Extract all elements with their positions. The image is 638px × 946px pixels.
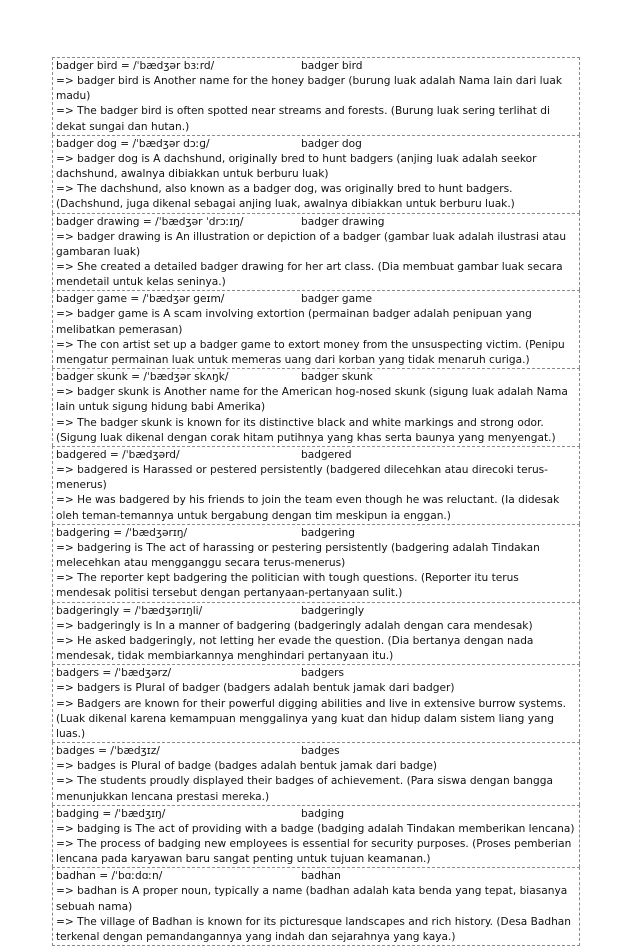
- entry-word: badgers: [301, 667, 345, 680]
- dictionary-entry: [52, 742, 580, 805]
- dictionary-entry: [52, 524, 580, 602]
- entry-term-pronunciation: badhan = /ˈbɑːdɑːn/: [56, 870, 163, 883]
- entry-definition: => badger dog is A dachshund, originally bred to hunt badgers (anjing luak adalah seekor dachshund, awalnya dibiakkan untuk berburu luak): [56, 152, 537, 181]
- entry-header: [56, 59, 577, 74]
- entry-definition: => badgered is Harassed or pestered persistently (badgered dilecehkan atau direcoki terus-menerus): [56, 464, 549, 492]
- entry-term-pronunciation: badgers = /ˈbædʒərz/: [56, 667, 172, 680]
- entry-header: [56, 869, 577, 884]
- entry-word: badger drawing: [301, 215, 385, 228]
- entry-header: [56, 807, 577, 822]
- entry-definition: => badging is The act of providing with a badge (badging adalah Tindakan memberikan lencana): [56, 822, 575, 835]
- entry-header: [56, 215, 577, 230]
- entry-example: => He asked badgeringly, not letting her evade the question. (Dia bertanya dengan nada mendesak, tidak membiarkannya menghindari pertanyaan itu.): [56, 634, 534, 663]
- entry-word: badger skunk: [301, 371, 373, 384]
- entry-definition: => badhan is A proper noun, typically a name (badhan adalah kata benda yang tepat, biasanya sebuah nama): [56, 885, 568, 913]
- dictionary-entry: [52, 664, 580, 742]
- entry-word: badges: [301, 745, 340, 758]
- entry-example: => She created a detailed badger drawing for her art class. (Dia membuat gambar luak secara mendetail untuk kelas seninya.): [56, 261, 563, 289]
- entry-word: badgeringly: [301, 604, 365, 617]
- dictionary-entry: [52, 368, 580, 446]
- entry-definition: => badger game is A scam involving extortion (permainan badger adalah penipuan yang melibatkan pemerasan): [56, 308, 532, 336]
- entry-example: => The con artist set up a badger game to extort money from the unsuspecting victim. (Penipu mengatur permainan luak untuk memeras uang dari korban yang tidak menaruh curiga.): [56, 338, 565, 367]
- dictionary-entry: [52, 135, 580, 213]
- entry-example: => Badgers are known for their powerful digging abilities and live in extensive burrow systems. (Luak dikenal karena kemampuan menggalinya yang kuat dan hidup dalam sistem liang yang luas.): [56, 697, 566, 740]
- dictionary-entry: [52, 57, 580, 135]
- entry-header: [56, 370, 577, 385]
- entry-example: => The badger skunk is known for its distinctive black and white markings and strong odor. (Sigung luak dikenal dengan corak hitam putihnya yang khas serta baunya yang menyengat.): [56, 416, 556, 444]
- entry-example: => The dachshund, also known as a badger dog, was originally bred to hunt badgers. (Dachshund, juga dikenal sebagai anjing luak, awalnya dibiakkan untuk berburu luak.): [56, 183, 515, 211]
- entry-term-pronunciation: badger game = /ˈbædʒər ɡeɪm/: [56, 293, 225, 306]
- entry-term-pronunciation: badger bird = /ˈbædʒər bɜːrd/: [56, 60, 215, 72]
- entry-example: => The badger bird is often spotted near streams and forests. (Burung luak sering terlihat di dekat sungai dan hutan.): [56, 105, 550, 133]
- entry-definition: => badger skunk is Another name for the American hog-nosed skunk (sigung luak adalah Nama lain untuk sigung hidung babi Amerika): [56, 386, 568, 414]
- entry-header: [56, 604, 577, 619]
- entry-term-pronunciation: badging = /ˈbædʒɪŋ/: [56, 807, 166, 820]
- entry-example: => The village of Badhan is known for its picturesque landscapes and rich history. (Desa Badhan terkenal dengan pemandangannya yang indah dan sejarahnya yang kaya.): [56, 915, 572, 943]
- entry-definition: => badger drawing is An illustration or depiction of a badger (gambar luak adalah ilustrasi atau gambaran luak): [56, 230, 567, 258]
- dictionary-entry: [52, 805, 580, 868]
- entry-term-pronunciation: badgered = /ˈbædʒərd/: [56, 449, 180, 462]
- entry-header: [56, 137, 577, 152]
- entry-word: badhan: [301, 870, 341, 883]
- entry-term-pronunciation: badges = /ˈbædʒɪz/: [56, 745, 160, 758]
- entry-word: badging: [301, 807, 345, 820]
- entry-header: [56, 448, 577, 463]
- entry-definition: => badgering is The act of harassing or pestering persistently (badgering adalah Tindakan melecehkan atau mengganggu secara terus-menerus): [56, 541, 540, 570]
- dictionary-entry: [52, 290, 580, 368]
- dictionary-entry: [52, 867, 580, 946]
- entry-definition: => badges is Plural of badge (badges adalah bentuk jamak dari badge): [56, 760, 438, 773]
- entry-header: [56, 744, 577, 759]
- entry-word: badgering: [301, 526, 355, 539]
- dictionary-entry: [52, 446, 580, 524]
- entry-example: => The process of badging new employees is essential for security purposes. (Proses pemberian lencana pada karyawan baru sangat penting untuk tujuan keamanan.): [56, 837, 572, 866]
- entry-term-pronunciation: badger drawing = /ˈbædʒər ˈdrɔːɪŋ/: [56, 215, 244, 228]
- entry-header: [56, 292, 577, 307]
- dictionary-page: [52, 57, 580, 946]
- dictionary-entry: [52, 213, 580, 291]
- entry-word: badger bird: [301, 60, 363, 72]
- entry-definition: => badger bird is Another name for the honey badger (burung luak adalah Nama lain dari luak madu): [56, 75, 562, 103]
- dictionary-entry: [52, 602, 580, 665]
- entry-example: => He was badgered by his friends to join the team even though he was reluctant. (Ia didesak oleh teman-temannya untuk bergabung dengan tim meskipun ia enggan.): [56, 494, 560, 522]
- entry-term-pronunciation: badger dog = /ˈbædʒər dɔːɡ/: [56, 137, 210, 150]
- entry-word: badgered: [301, 449, 352, 462]
- entry-example: => The students proudly displayed their badges of achievement. (Para siswa dengan bangga menunjukkan lencana prestasi mereka.): [56, 775, 553, 803]
- entry-header: [56, 666, 577, 681]
- entry-example: => The reporter kept badgering the politician with tough questions. (Reporter itu terus mendesak politisi tersebut dengan pertanyaan-pertanyaan sulit.): [56, 572, 519, 600]
- entry-header: [56, 526, 577, 541]
- entry-term-pronunciation: badger skunk = /ˈbædʒər skʌŋk/: [56, 371, 229, 384]
- entry-definition: => badgeringly is In a manner of badgering (badgeringly adalah dengan cara mendesak): [56, 619, 533, 632]
- entry-word: badger dog: [301, 137, 362, 150]
- entry-term-pronunciation: badgering = /ˈbædʒərɪŋ/: [56, 526, 188, 539]
- entry-word: badger game: [301, 293, 372, 306]
- entry-term-pronunciation: badgeringly = /ˈbædʒərɪŋli/: [56, 604, 203, 617]
- entry-definition: => badgers is Plural of badger (badgers adalah bentuk jamak dari badger): [56, 682, 455, 695]
